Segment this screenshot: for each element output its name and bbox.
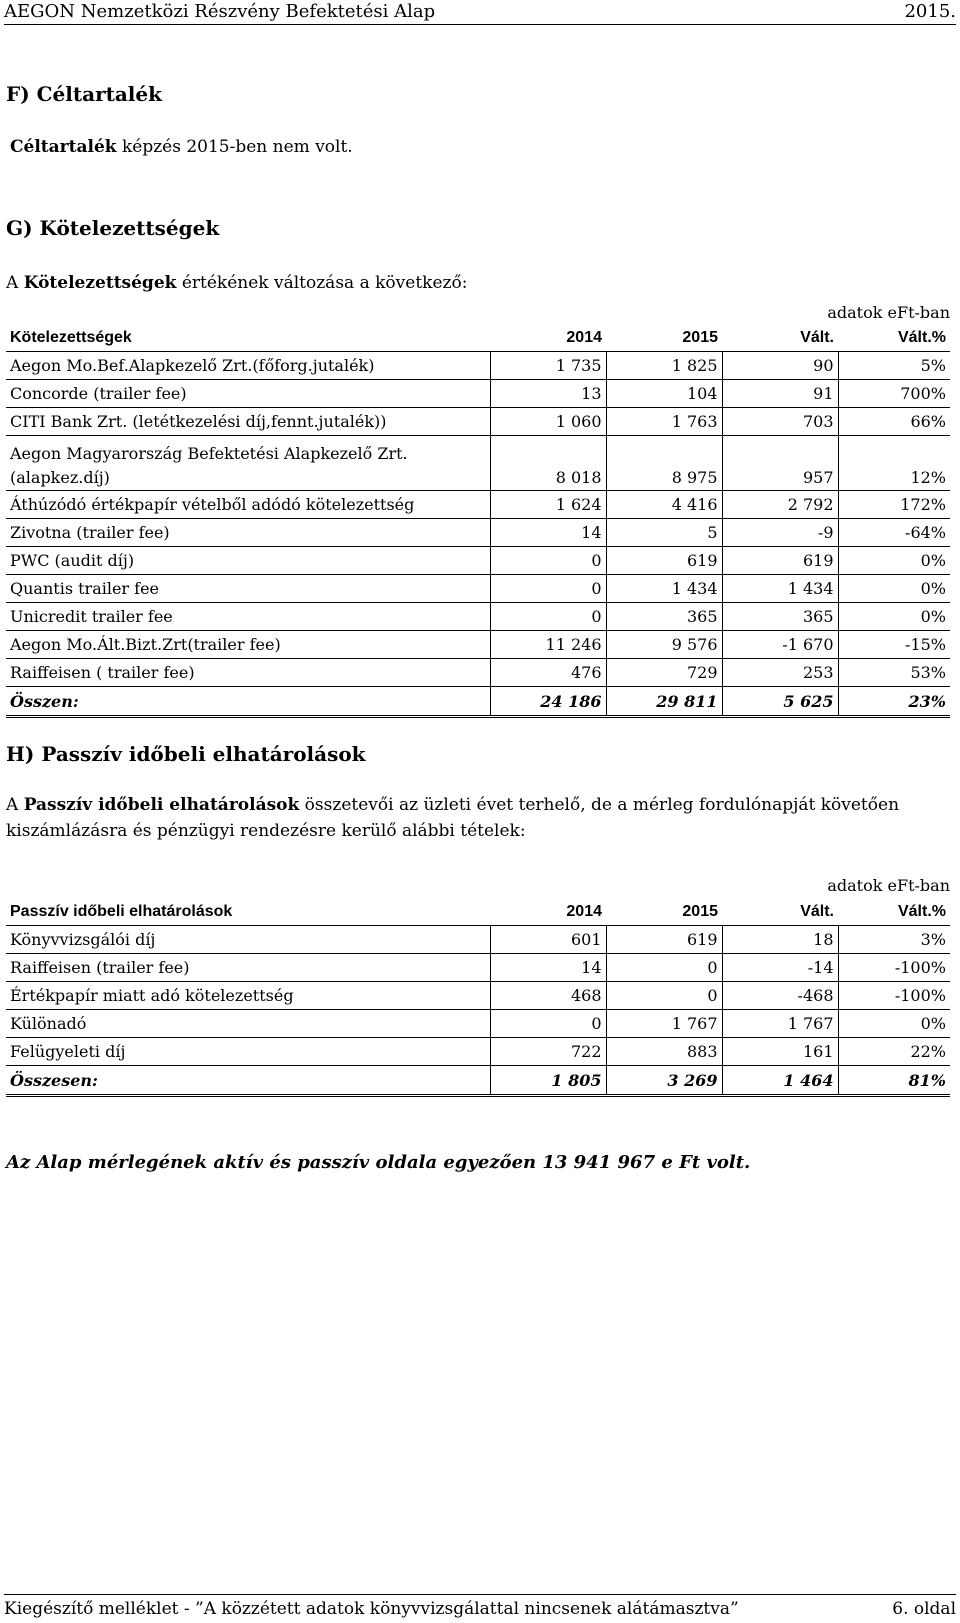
value-change: -14 [722,954,838,982]
value-2014: 14 [490,954,606,982]
value-change-pct: 5% [838,352,950,380]
table-row [6,1010,950,1038]
footer-text: Kiegészítő melléklet - ”A közzétett adatok könyvvizsgálattal nincsenek alátámasztva” [4,1599,739,1619]
value-change: 91 [722,380,838,408]
row-label: Aegon Mo.Ált.Bizt.Zrt(trailer fee) [6,631,490,659]
value-change: 365 [722,603,838,631]
row-label: Raiffeisen (trailer fee) [6,954,490,982]
value-change-pct: 0% [838,603,950,631]
section-f-text-bold: Céltartalék [10,137,117,157]
row-label: Concorde (trailer fee) [6,380,490,408]
value-2015: 0 [606,982,722,1010]
value-2014: 0 [490,603,606,631]
value-change: 90 [722,352,838,380]
value-change-pct: -100% [838,982,950,1010]
column-header: Passzív időbeli elhatárolások [6,898,490,926]
table-row [6,436,950,491]
running-header [4,0,956,25]
section-g-unit-note: adatok eFt-ban [827,303,950,322]
table-row [6,519,950,547]
row-label: Felügyeleti díj [6,1038,490,1066]
value-2015: 729 [606,659,722,687]
total-row [6,687,950,717]
liabilities-table [6,324,950,718]
table-row [6,380,950,408]
section-g-title: G) Kötelezettségek [6,216,220,240]
value-change: 1 434 [722,575,838,603]
table-row [6,603,950,631]
header-year: 2015. [904,1,956,22]
value-2015: 5 [606,519,722,547]
row-label: CITI Bank Zrt. (letétkezelési díj,fennt.jutalék)) [6,408,490,436]
value-2015: 1 825 [606,352,722,380]
table-row [6,631,950,659]
value-2014: 1 624 [490,491,606,519]
table-row [6,926,950,954]
section-g-intro-post: értékének változása a következő: [176,273,468,293]
value-change-pct: 3% [838,926,950,954]
value-2014: 1 735 [490,352,606,380]
row-label: PWC (audit díj) [6,547,490,575]
value-change: -9 [722,519,838,547]
value-change-pct: -100% [838,954,950,982]
section-h-intro-pre: A [6,795,24,815]
total-row [6,1066,950,1096]
row-label: Raiffeisen ( trailer fee) [6,659,490,687]
section-h-intro-post: összetevői az üzleti évet terhelő, de a mérleg fordulónapját követően kiszámlázásra és pénzügyi rendezésre kerülő alábbi tételek: [6,795,900,841]
section-h-unit-note: adatok eFt-ban [827,876,950,895]
column-header: Vált.% [838,898,950,926]
table-row [6,547,950,575]
total-value-change-pct: 23% [838,687,950,717]
value-change: 161 [722,1038,838,1066]
value-change: 253 [722,659,838,687]
value-change: 703 [722,408,838,436]
value-change-pct: 12% [838,436,950,491]
section-h-intro-bold: Passzív időbeli elhatárolások [23,795,300,815]
section-g-intro-bold: Kötelezettségek [23,273,177,293]
column-header: 2015 [606,324,722,352]
column-header: Vált.% [838,324,950,352]
table-row [6,352,950,380]
value-2014: 0 [490,1010,606,1038]
table-row [6,491,950,519]
total-value-change: 1 464 [722,1066,838,1096]
value-2014: 722 [490,1038,606,1066]
section-g-intro-pre: A [6,273,24,293]
liabilities-table-header [6,324,950,352]
value-change: -468 [722,982,838,1010]
value-change-pct: 700% [838,380,950,408]
value-2015: 619 [606,547,722,575]
value-change-pct: 66% [838,408,950,436]
value-change: 619 [722,547,838,575]
total-label: Összesen: [6,1066,490,1096]
page-footer [4,1594,956,1623]
value-change-pct: -15% [838,631,950,659]
value-change: -1 670 [722,631,838,659]
value-2015: 8 975 [606,436,722,491]
section-f-text [10,134,954,160]
table-row [6,408,950,436]
row-label: Áthúzódó értékpapír vételből adódó kötelezettség [6,491,490,519]
value-2015: 1 763 [606,408,722,436]
value-2015: 365 [606,603,722,631]
total-label: Összen: [6,687,490,717]
value-change-pct: 22% [838,1038,950,1066]
accrued-liabilities-table-header [6,898,950,926]
value-2014: 468 [490,982,606,1010]
value-2014: 1 060 [490,408,606,436]
value-2015: 104 [606,380,722,408]
column-header: Vált. [722,898,838,926]
section-f-text-rest: képzés 2015-ben nem volt. [116,137,353,157]
value-2014: 0 [490,547,606,575]
row-label: Aegon Magyarország Befektetési Alapkezelő Zrt.(alapkez.díj) [6,436,490,491]
value-2015: 1 767 [606,1010,722,1038]
row-label: Különadó [6,1010,490,1038]
value-change-pct: 0% [838,575,950,603]
total-value-2015: 3 269 [606,1066,722,1096]
section-h-intro [6,792,954,844]
table-row [6,954,950,982]
value-change: 2 792 [722,491,838,519]
value-2015: 1 434 [606,575,722,603]
column-header: Kötelezettségek [6,324,490,352]
total-value-change-pct: 81% [838,1066,950,1096]
page-number: 6. oldal [892,1599,956,1619]
total-value-2014: 1 805 [490,1066,606,1096]
column-header: 2014 [490,324,606,352]
value-change-pct: -64% [838,519,950,547]
value-2014: 13 [490,380,606,408]
accrued-liabilities-table [6,898,950,1097]
row-label: Quantis trailer fee [6,575,490,603]
table-row [6,659,950,687]
value-2014: 11 246 [490,631,606,659]
column-header: 2014 [490,898,606,926]
section-g-intro [6,270,954,296]
total-value-change: 5 625 [722,687,838,717]
value-2014: 8 018 [490,436,606,491]
column-header: 2015 [606,898,722,926]
section-f-title: F) Céltartalék [6,82,162,106]
value-2014: 14 [490,519,606,547]
row-label: Értékpapír miatt adó kötelezettség [6,982,490,1010]
value-2014: 601 [490,926,606,954]
value-2014: 476 [490,659,606,687]
total-value-2014: 24 186 [490,687,606,717]
value-change: 18 [722,926,838,954]
value-change-pct: 0% [838,1010,950,1038]
row-label: Aegon Mo.Bef.Alapkezelő Zrt.(főforg.jutalék) [6,352,490,380]
table-row [6,1038,950,1066]
value-2015: 9 576 [606,631,722,659]
balance-sheet-statement: Az Alap mérlegének aktív és passzív oldala egyezően 13 941 967 e Ft volt. [6,1152,751,1173]
value-change-pct: 172% [838,491,950,519]
row-label: Könyvvizsgálói díj [6,926,490,954]
value-change: 1 767 [722,1010,838,1038]
header-fund-name: AEGON Nemzetközi Részvény Befektetési Alap [4,1,436,22]
value-2015: 4 416 [606,491,722,519]
row-label: Unicredit trailer fee [6,603,490,631]
table-row [6,982,950,1010]
column-header: Vált. [722,324,838,352]
value-change: 957 [722,436,838,491]
value-change-pct: 0% [838,547,950,575]
total-value-2015: 29 811 [606,687,722,717]
row-label: Zivotna (trailer fee) [6,519,490,547]
section-h-title: H) Passzív időbeli elhatárolások [6,742,366,766]
value-2015: 619 [606,926,722,954]
value-2015: 883 [606,1038,722,1066]
table-row [6,575,950,603]
value-2015: 0 [606,954,722,982]
value-change-pct: 53% [838,659,950,687]
value-2014: 0 [490,575,606,603]
